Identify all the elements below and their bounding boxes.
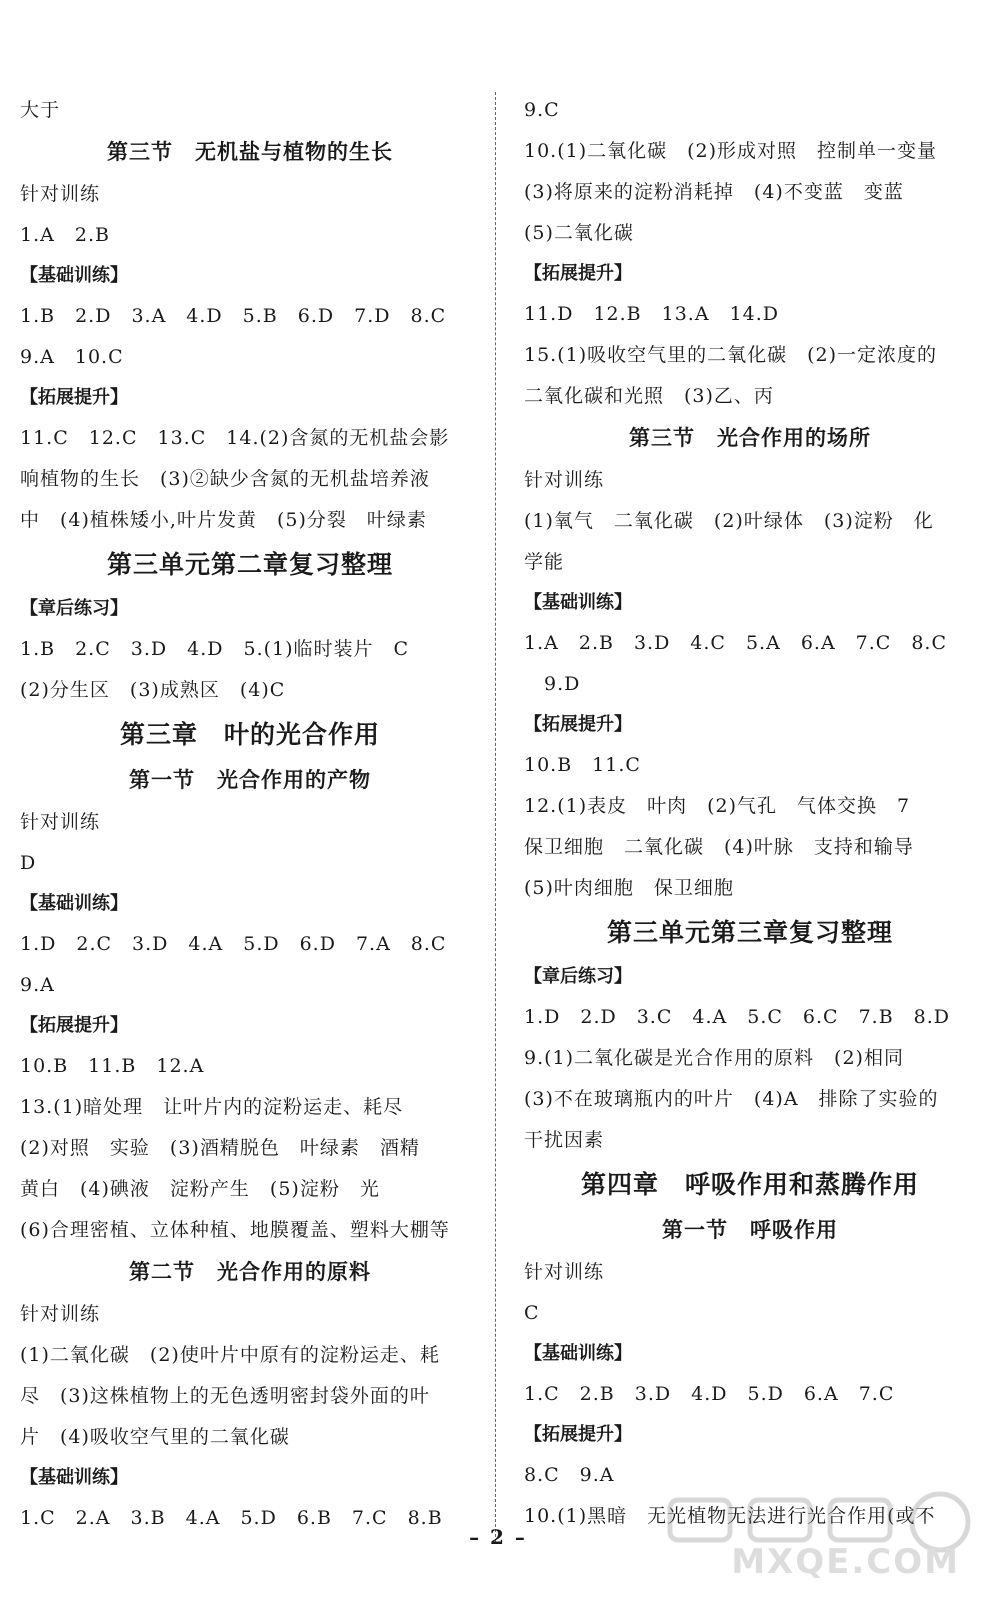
answer-line: 保卫细胞 二氧化碳 (4)叶脉 支持和输导 (524, 836, 914, 858)
answer-line: 针对训练 (524, 1261, 605, 1283)
answer-line: 10.B 11.B 12.A (20, 1055, 205, 1077)
page-number: – 2 – (469, 1525, 527, 1549)
answer-line: 针对训练 (20, 811, 101, 833)
answer-line: 11.C 12.C 13.C 14.(2)含氮的无机盐会影 (20, 427, 450, 449)
section-heading: 第一节 呼吸作用 (662, 1218, 838, 1242)
answer-line: 1.B 2.C 3.D 4.D 5.(1)临时装片 C (20, 638, 410, 660)
exercise-label: 【基础训练】 (20, 1467, 128, 1488)
answer-line: D (20, 852, 37, 874)
exercise-label: 【拓展提升】 (20, 1015, 128, 1036)
answer-line: 13.(1)暗处理 让叶片内的淀粉运走、耗尽 (20, 1096, 404, 1118)
answer-line: (5)二氧化碳 (524, 222, 634, 244)
answer-line: 10.(1)二氧化碳 (2)形成对照 控制单一变量 (524, 140, 938, 162)
exercise-label: 【章后练习】 (20, 598, 128, 619)
answer-line: 黄白 (4)碘液 淀粉产生 (5)淀粉 光 (20, 1178, 380, 1200)
answer-line: 9.A (20, 974, 55, 996)
right-column (524, 90, 976, 1537)
answer-line: 1.D 2.D 3.C 4.A 5.C 6.C 7.B 8.D (524, 1006, 951, 1028)
answer-line: 11.D 12.B 13.A 14.D (524, 303, 780, 325)
answer-line: 针对训练 (20, 183, 101, 205)
answer-line: (3)不在玻璃瓶内的叶片 (4)A 排除了实验的 (524, 1088, 939, 1110)
answer-line: 1.C 2.B 3.D 4.D 5.D 6.A 7.C (524, 1383, 895, 1405)
answer-line: 大于 (20, 99, 61, 121)
chapter-heading: 第三单元第三章复习整理 (606, 918, 893, 947)
exercise-label: 【基础训练】 (524, 1343, 632, 1364)
answer-line: 中 (4)植株矮小,叶片发黄 (5)分裂 叶绿素 (20, 509, 427, 531)
exercise-label: 【基础训练】 (20, 265, 128, 286)
exercise-label: 【章后练习】 (524, 966, 632, 987)
watermark-logo (650, 1470, 980, 1590)
answer-line: 10.(1)黑暗 无光植物无法进行光合作用(或不 (524, 1505, 936, 1527)
answer-line: 1.A 2.B 3.D 4.C 5.A 6.A 7.C 8.C (524, 632, 947, 654)
answer-line: 9.C (524, 99, 560, 121)
answer-line: 8.C 9.A (524, 1464, 615, 1486)
answer-line: (1)氧气 二氧化碳 (2)叶绿体 (3)淀粉 化 (524, 510, 934, 532)
answer-line: 响植物的生长 (3)②缺少含氮的无机盐培养液 (20, 468, 430, 490)
answer-line: 1.B 2.D 3.A 4.D 5.B 6.D 7.D 8.C (20, 305, 447, 327)
section-heading: 第三节 无机盐与植物的生长 (107, 140, 393, 164)
answer-line: 9.(1)二氧化碳是光合作用的原料 (2)相同 (524, 1047, 904, 1069)
answer-line: 针对训练 (524, 469, 605, 491)
answer-line: 15.(1)吸收空气里的二氧化碳 (2)一定浓度的 (524, 344, 938, 366)
answer-line: C (524, 1302, 540, 1324)
answer-line: 1.D 2.C 3.D 4.A 5.D 6.D 7.A 8.C (20, 933, 447, 955)
answer-line: 12.(1)表皮 叶肉 (2)气孔 气体交换 7 (524, 795, 911, 817)
answer-line: 1.A 2.B (20, 224, 110, 246)
exercise-label: 【基础训练】 (524, 592, 632, 613)
column-divider (495, 92, 496, 1542)
chapter-heading: 第四章 呼吸作用和蒸腾作用 (580, 1170, 919, 1199)
answer-line: 学能 (524, 551, 565, 573)
answer-line: 1.C 2.A 3.B 4.A 5.D 6.B 7.C 8.B (20, 1507, 443, 1529)
exercise-label: 【基础训练】 (20, 893, 128, 914)
exercise-label: 【拓展提升】 (524, 263, 632, 284)
exercise-label: 【拓展提升】 (524, 1424, 632, 1445)
watermark-text: MXQE.COM (731, 1542, 960, 1582)
answer-line: 9.A 10.C (20, 346, 124, 368)
chapter-heading: 第三单元第二章复习整理 (106, 550, 393, 579)
answer-line: (6)合理密植、立体种植、地膜覆盖、塑料大棚等 (20, 1219, 450, 1241)
chapter-heading: 第三章 叶的光合作用 (119, 720, 380, 749)
answer-line: 干扰因素 (524, 1129, 605, 1151)
left-column (20, 90, 480, 1539)
answer-line: 9.D (524, 673, 581, 695)
answer-line: 片 (4)吸收空气里的二氧化碳 (20, 1426, 290, 1448)
answer-line: 10.B 11.C (524, 754, 641, 776)
answer-line: (2)对照 实验 (3)酒精脱色 叶绿素 酒精 (20, 1137, 420, 1159)
answer-line: (3)将原来的淀粉消耗掉 (4)不变蓝 变蓝 (524, 181, 904, 203)
section-heading: 第二节 光合作用的原料 (129, 1260, 371, 1284)
answer-line: 二氧化碳和光照 (3)乙、丙 (524, 385, 774, 407)
answer-line: (5)叶肉细胞 保卫细胞 (524, 877, 734, 899)
answer-line: (1)二氧化碳 (2)使叶片中原有的淀粉运走、耗 (20, 1344, 440, 1366)
section-heading: 第三节 光合作用的场所 (629, 426, 871, 450)
answer-line: 尽 (3)这株植物上的无色透明密封袋外面的叶 (20, 1385, 430, 1407)
answer-line: (2)分生区 (3)成熟区 (4)C (20, 679, 286, 701)
section-heading: 第一节 光合作用的产物 (129, 768, 371, 792)
answer-line: 针对训练 (20, 1303, 101, 1325)
exercise-label: 【拓展提升】 (20, 387, 128, 408)
exercise-label: 【拓展提升】 (524, 714, 632, 735)
